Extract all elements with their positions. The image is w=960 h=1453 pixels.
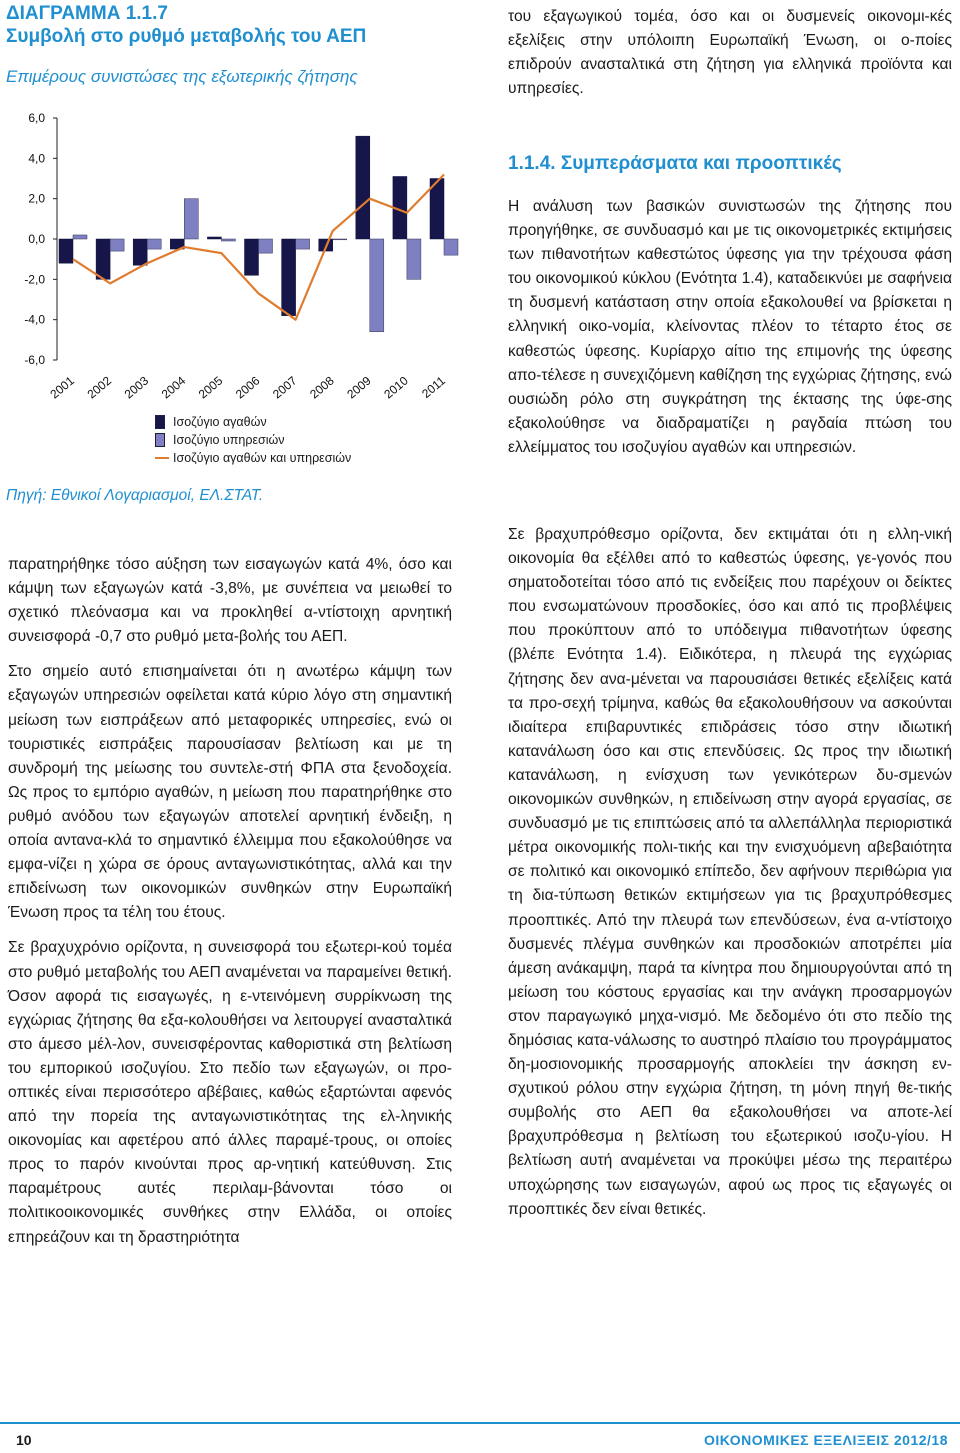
x-tick-label: 2004 — [158, 373, 189, 402]
y-tick-label: 0,0 — [28, 232, 45, 246]
left-column — [8, 553, 452, 1261]
paragraph: του εξαγωγικού τομέα, όσο και οι δυσμενείς οικονομι-κές εξελίξεις στην υπόλοιπη Ευρωπαϊκή Ένωση, οι ο-ποίες επιδρούν ανασταλτικά στη ζήτηση για ελληνικά προϊόντα και υπηρεσίες. — [508, 8, 952, 98]
bar-services-2006 — [259, 239, 273, 253]
paragraph: Σε βραχυχρόνιο ορίζοντα, η συνεισφορά του εξωτερι-κού τομέα στο ρυθμό μεταβολής του ΑΕΠ αναμένεται να παραμείνει θετική. Όσον αφορά τις εισαγωγές, η ε-ντεινόμενη συρρίκνωση της εγχώριας ζήτησης θα εξα-κολουθήσει να λειτουργεί ανασταλτικά στο άμεσο μέλ-λον, συνεισφέροντας καθοριστικά στη βελτίωση του εμπορικού ισοζυγίου. Στο πεδίο των εξαγωγών, οι προ-οπτικές είναι περισσότερο αβέβαιες, καθώς εξαρτώνται αφενός από την πορεία της ανταγωνιστικότητας της ελ-ληνικής οικονομίας και αφετέρου από άλλες παραμέ-τρους, οι οποίες προς το παρόν κινούνται προς αρ-νητική κατεύθυνση. Στις παραμέτρους αυτές περιλαμ-βάνονται τόσο οι πολιτικοοικονομικές συνθήκες στην Ελλάδα, οι οποίες επηρεάζουν και τη δραστηριότητα — [8, 939, 452, 1246]
figure-source: Πηγή: Εθνικοί Λογαριασμοί, ΕΛ.ΣΤΑΤ. — [6, 487, 264, 504]
bar-services-2009 — [370, 239, 384, 332]
legend-item-goods — [155, 413, 351, 431]
x-tick-label: 2007 — [270, 373, 300, 402]
section-heading: 1.1.4. Συμπεράσματα και προοπτικές — [508, 153, 842, 174]
figure-caption: Συμβολή στο ρυθμό μεταβολής του ΑΕΠ — [6, 26, 367, 47]
legend-item-total — [155, 449, 351, 467]
x-tick-label: 2001 — [47, 373, 77, 402]
paragraph: Η ανάλυση των βασικών συνιστωσών της ζήτησης που προηγήθηκε, σε συνδυασμό και με τις οικονομετρικές εκτιμήσεις των πιθανοτήτων καθεστώτος ύφεσης για την τρέχουσα φάση του οικονομικού κύκλου (Ενότητα 1.4), καταδεικνύει με σαφήνεια τη δυσμενή κατάσταση στην οποία εξακολουθεί να βρίσκεται η ελληνική οικο-νομία, κλείνοντας πλέον το τέταρτο έτος σε καθεστώς ύφεσης. Κυρίαρχο αίτιο της επιμονής της ύφεσης απο-τέλεσε η συνεχιζόμενη καθίζηση της εγχώριας ζήτησης, ενώ ουσιώδη ρόλο στη συγκράτηση της έκτασης της ύφε-σης εξακολούθησε να διαδραματίζει η ραγδαία πτώση του ελλείμματος του ισοζυγίου αγαθών και υπηρεσιών. — [508, 198, 952, 456]
bar-services-2011 — [444, 239, 458, 255]
legend-swatch-goods — [155, 415, 165, 429]
footer-rule — [0, 1422, 960, 1424]
bar-services-2008 — [333, 239, 347, 240]
bar-services-2003 — [147, 239, 161, 249]
y-tick-label: 2,0 — [28, 191, 45, 206]
y-tick-label: -2,0 — [24, 272, 45, 287]
page-number: 10 — [16, 1432, 32, 1448]
bar-goods-2006 — [245, 239, 259, 275]
bar-goods-2005 — [207, 237, 221, 239]
contribution-chart — [0, 96, 470, 406]
figure-subtitle: Επιμέρους συνιστώσες της εξωτερικής ζήτησης — [6, 67, 358, 86]
bar-goods-2007 — [282, 239, 296, 316]
figure-number: ΔΙΑΓΡΑΜΜΑ 1.1.7 — [6, 3, 168, 24]
x-tick-label: 2006 — [232, 373, 263, 402]
x-tick-label: 2009 — [344, 373, 374, 402]
paragraph: Σε βραχυπρόθεσμο ορίζοντα, δεν εκτιμάται ότι η ελλη-νική οικονομία θα εξέλθει από το καθεστώς ύφεσης, γε-γονός που σηματοδοτείται τόσο από τις ενδείξεις που παρέχουν οι δείκτες που ενσωματώνουν προσδοκίες, όσο και από τις προβλέψεις που προκύπτουν από το υπόδειγμα πιθανοτήτων ύφεσης (βλέπε Ενότητα 1.4). Ειδικότερα, η πλευρά της εγχώριας ζήτησης δεν ανα-μένεται να παρουσιάσει θετικές εξελίξεις κατά τα προ-σεχή τρίμηνα, καθώς θα εξακολουθήσουν να ασκούνται ιδιαίτερα επιβαρυντικές επιδράσεις τόσο στην ιδιωτική κατανάλωση όσο και στις επενδύσεις. Ως προς την ιδιωτική κατανάλωση, η ενίσχυση των γενικότερων δυ-σμενών οικονομικών συνθηκών, η επιδείνωση στην αγορά εργασίας, σε συνδυασμό με τις επιπτώσεις από τα αλλεπάλληλα περιοριστικά μέτρα οικονομικής πολι-τικής και την ενισχυόμενη αβεβαιότητα σε πολιτικό και οικονομικό επίπεδο, δεν αφήνουν περιθώρια για τη δια-τύπωση θετικών εκτιμήσεων για τις βραχυπρόθεσμες προοπτικές. Από την πλευρά των επενδύσεων, ένα α-ντίστοιχο δυσμενές πλέγμα συνθηκών και προσδοκιών αποτρέπει μία άμεση ανάκαμψη, παρά τα κίνητρα που δημιουργούνται από τη μείωση του κόστους εργασίας και την ανάγκη προσαρμογών στον παραγωγικό μηχα-νισμό. Με δεδομένο ότι στο πεδίο της δημόσιας κατα-νάλωσης το αυστηρό πλαίσιο του προγράμματος δη-μοσιονομικής προσαρμογής αποκλείει την άσκηση εν-σχυτικού ρόλου στην εγχώρια ζήτηση, τη μόνη πηγή θε-τικής συμβολής στο ΑΕΠ θα εξακολουθήσει να αποτε-λεί βραχυπρόθεσμα η βελτίωση του εξωτερικού ισοζυ-γίου. Η βελτίωση αυτή αναμένεται να προκύψει μέσω της περαιτέρω υποχώρησης των εισαγωγών, αφού ως προς τις εξαγωγές οι προοπτικές δεν είναι θετικές. — [508, 526, 952, 1218]
bar-services-2005 — [221, 239, 235, 241]
bar-goods-2002 — [96, 239, 110, 279]
chart-legend — [155, 413, 351, 467]
right-column-bottom — [508, 523, 952, 1233]
legend-label-total: Ισοζύγιο αγαθών και υπηρεσιών — [173, 451, 352, 465]
y-tick-label: -6,0 — [24, 353, 45, 367]
bar-services-2001 — [73, 235, 87, 239]
figure-title — [6, 2, 366, 48]
paragraph: Στο σημείο αυτό επισημαίνεται ότι η ανωτέρω κάμψη των εξαγωγών υπηρεσιών οφείλεται κατά κύριο λόγο στη σημαντική μείωση των εισπράξεων από μεταφορικές υπηρεσίες, ενώ οι τουριστικές εισπράξεις παρουσίασαν βελτίωση και με τη συνδρομή της μείωσης του συντελε-στή ΦΠΑ στα ξενοδοχεία. Ως προς το εμπόριο αγαθών, η μείωση που παρατηρήθηκε στο ρυθμό ανόδου των εξαγωγών αποτελεί αρνητική ένδειξη, η οποία αντανα-κλά το σημαντικό έλλειμμα που εξακολούθησε να εμφα-νίζει η χώρα σε όρους ανταγωνιστικότητας, αλλά και την επιδείνωση των οικονομικών συνθηκών στην Ευρωπαϊκή Ένωση προς τα τέλη του έτους. — [8, 663, 452, 922]
bar-services-2007 — [296, 239, 310, 249]
x-tick-label: 2005 — [195, 373, 226, 402]
x-tick-label: 2010 — [381, 373, 411, 402]
bar-goods-2003 — [133, 239, 147, 265]
x-tick-label: 2002 — [84, 373, 115, 402]
publication-title: ΟΙΚΟΝΟΜΙΚΕΣ ΕΞΕΛΙΞΕΙΣ 2012/18 — [704, 1432, 948, 1448]
legend-item-services — [155, 431, 351, 449]
x-tick-label: 2003 — [121, 373, 152, 402]
bar-goods-2009 — [356, 136, 370, 239]
bar-services-2004 — [184, 199, 198, 239]
legend-swatch-total — [155, 457, 169, 459]
right-column-top — [508, 5, 952, 112]
bar-goods-2001 — [59, 239, 73, 263]
right-column-middle — [508, 195, 952, 471]
y-tick-label: -4,0 — [24, 312, 45, 327]
paragraph: παρατηρήθηκε τόσο αύξηση των εισαγωγών κατά 4%, όσο και κάμψη των εξαγωγών κατά -3,8%, με συνέπεια να μειωθεί το σχετικό πλεόνασμα και να προκληθεί α-ντίστοιχη αρνητική συνεισφορά -0,7 στο ρυθμό μετα-βολής του ΑΕΠ. — [8, 556, 452, 646]
x-tick-label: 2011 — [419, 373, 448, 401]
y-tick-label: 6,0 — [28, 111, 45, 125]
legend-label-goods: Ισοζύγιο αγαθών — [173, 415, 267, 429]
bar-services-2010 — [407, 239, 421, 279]
x-tick-label: 2008 — [307, 373, 337, 402]
legend-swatch-services — [155, 433, 165, 447]
legend-label-services: Ισοζύγιο υπηρεσιών — [173, 433, 285, 447]
y-tick-label: 4,0 — [28, 151, 45, 166]
bar-services-2002 — [110, 239, 124, 251]
